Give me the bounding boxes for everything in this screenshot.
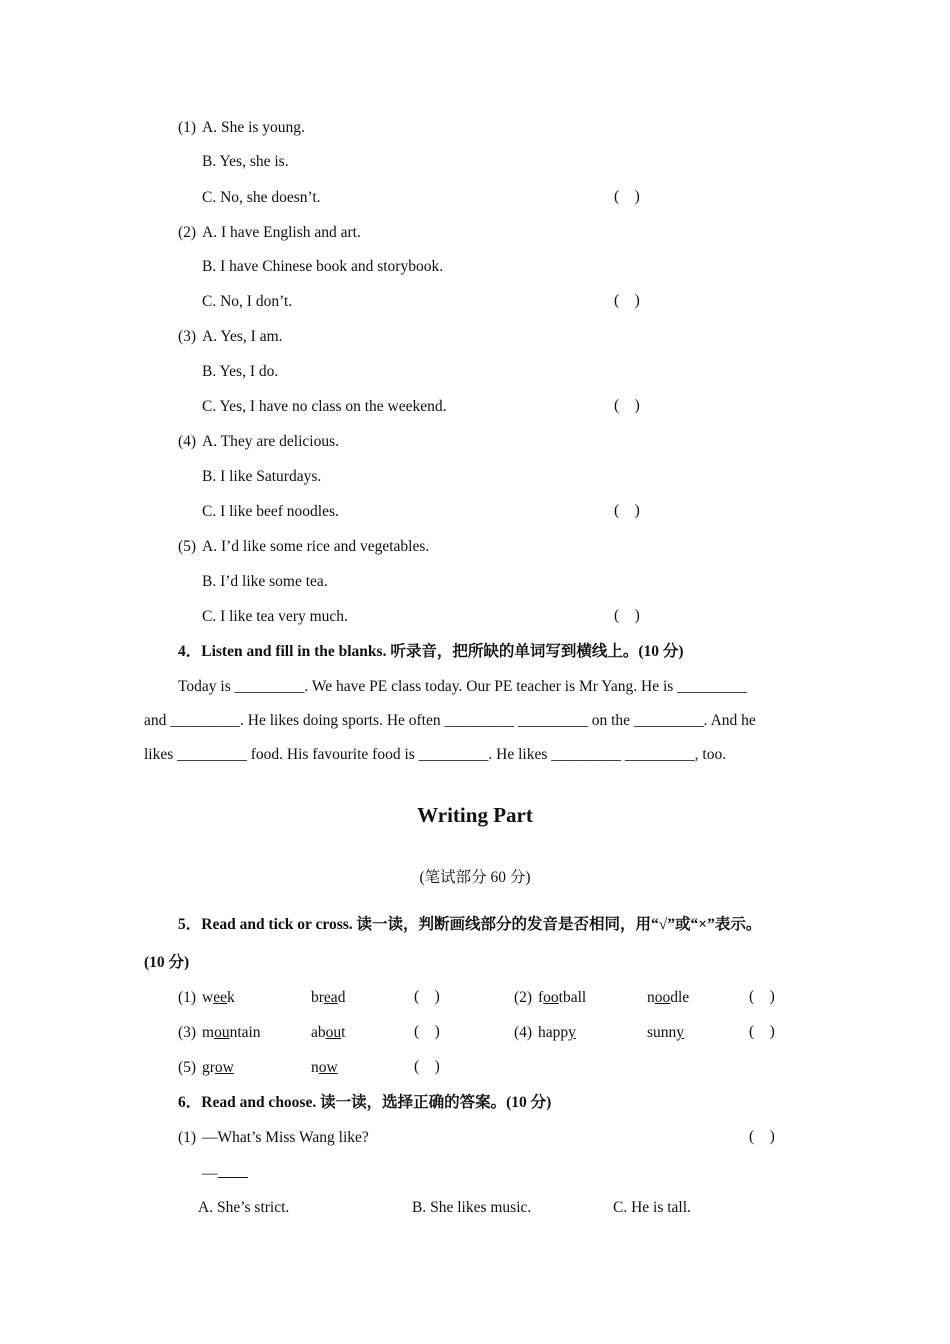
q2-answer-box[interactable]: ( ) <box>614 292 640 309</box>
s5-item4-answer-box[interactable]: ( ) <box>749 1023 775 1040</box>
s5-item3-word1: mountain <box>202 1024 261 1041</box>
underlined-letters: ow <box>214 1059 234 1076</box>
s6-q1-number: (1) <box>178 1129 197 1146</box>
q5-answer-box[interactable]: ( ) <box>614 607 640 624</box>
q5-number: (5) <box>178 538 197 555</box>
q3-option-c: C. Yes, I have no class on the weekend. <box>202 398 447 415</box>
section4-title-cn: 听录音，把所缺的单词写到横线上。(10 分) <box>386 643 684 660</box>
s5-item4-word2: sunny <box>647 1024 685 1041</box>
underlined-letters: y <box>676 1024 685 1041</box>
underlined-letters: ou <box>325 1024 342 1041</box>
section6-heading <box>178 1093 551 1113</box>
q5-option-c: C. I like tea very much. <box>202 608 348 625</box>
s5-item3-answer-box[interactable]: ( ) <box>414 1023 440 1040</box>
s6-q1-answer-box[interactable]: ( ) <box>749 1128 775 1145</box>
s6-q1-question: —What’s Miss Wang like? <box>202 1129 369 1146</box>
underlined-letters: ea <box>323 989 338 1006</box>
writing-part-subtitle: (笔试部分 60 分) <box>419 869 531 886</box>
s5-item1-number: (1) <box>178 989 197 1006</box>
s6-q1-option-b: B. She likes music. <box>412 1199 532 1216</box>
s6-q1-option-c: C. He is tall. <box>613 1199 691 1216</box>
section5-heading <box>178 915 761 935</box>
q2-option-c: C. No, I don’t. <box>202 293 293 310</box>
section5-points: (10 分) <box>144 954 190 971</box>
s5-item2-answer-box[interactable]: ( ) <box>749 988 775 1005</box>
s5-item2-number: (2) <box>514 989 533 1006</box>
section5-title-cn: 读一读，判断画线部分的发音是否相同，用“√”或“×”表示。 <box>352 916 762 933</box>
q4-option-b: B. I like Saturdays. <box>202 468 322 485</box>
q2-option-a: A. I have English and art. <box>202 224 361 241</box>
writing-part-title: Writing Part <box>417 803 533 827</box>
s6-q1-reply <box>202 1164 248 1184</box>
q5-option-b: B. I’d like some tea. <box>202 573 328 590</box>
q1-option-b: B. Yes, she is. <box>202 153 289 170</box>
q3-option-b: B. Yes, I do. <box>202 363 279 380</box>
underlined-letters: oo <box>654 989 671 1006</box>
s5-item1-word1: week <box>202 989 235 1006</box>
q4-option-c: C. I like beef noodles. <box>202 503 339 520</box>
s5-item5-word2: now <box>311 1059 338 1076</box>
s5-item2-word1: football <box>538 989 587 1006</box>
reply-dash: — <box>202 1165 218 1182</box>
section4-line2: and _________. He likes doing sports. He often _________ _________ on the _________. And he <box>144 712 756 729</box>
s5-item1-answer-box[interactable]: ( ) <box>414 988 440 1005</box>
section4-title-en: 4．Listen and fill in the blanks. <box>178 643 387 660</box>
s5-item4-word1: happy <box>538 1024 576 1041</box>
underlined-letters: y <box>568 1024 576 1041</box>
q4-option-a: A. They are delicious. <box>202 433 340 450</box>
s5-item5-number: (5) <box>178 1059 197 1076</box>
s5-item5-answer-box[interactable]: ( ) <box>414 1058 440 1075</box>
q1-number: (1) <box>178 119 197 136</box>
section4-heading <box>178 642 684 662</box>
s5-item4-number: (4) <box>514 1024 533 1041</box>
q5-option-a: A. I’d like some rice and vegetables. <box>202 538 430 555</box>
section5-title-en: 5．Read and tick or cross. <box>178 916 353 933</box>
underlined-letters: ow <box>318 1059 338 1076</box>
section6-title-cn: 读一读，选择正确的答案。(10 分) <box>316 1094 552 1111</box>
q3-number: (3) <box>178 328 197 345</box>
s5-item5-word1: grow <box>202 1059 234 1076</box>
underlined-letters: ee <box>213 989 227 1006</box>
q3-answer-box[interactable]: ( ) <box>614 397 640 414</box>
s5-item2-word2: noodle <box>647 989 690 1006</box>
q3-option-a: A. Yes, I am. <box>202 328 283 345</box>
section4-line3: likes _________ food. His favourite food is _________. He likes _________ _________, too. <box>144 746 727 763</box>
q1-answer-box[interactable]: ( ) <box>614 188 640 205</box>
q2-number: (2) <box>178 224 197 241</box>
s5-item1-word2: bread <box>311 989 346 1006</box>
q4-answer-box[interactable]: ( ) <box>614 502 640 519</box>
s5-item3-number: (3) <box>178 1024 197 1041</box>
q1-option-c: C. No, she doesn’t. <box>202 189 321 206</box>
section6-title-en: 6．Read and choose. <box>178 1094 317 1111</box>
q2-option-b: B. I have Chinese book and storybook. <box>202 258 444 275</box>
s5-item3-word2: about <box>311 1024 346 1041</box>
reply-blank[interactable] <box>218 1165 248 1178</box>
s6-q1-option-a: A. She’s strict. <box>198 1199 290 1216</box>
section4-line1: Today is _________. We have PE class today. Our PE teacher is Mr Yang. He is _________ <box>178 678 747 695</box>
q1-option-a: A. She is young. <box>202 119 305 136</box>
q4-number: (4) <box>178 433 197 450</box>
underlined-letters: ou <box>214 1024 230 1041</box>
underlined-letters: oo <box>543 989 559 1006</box>
